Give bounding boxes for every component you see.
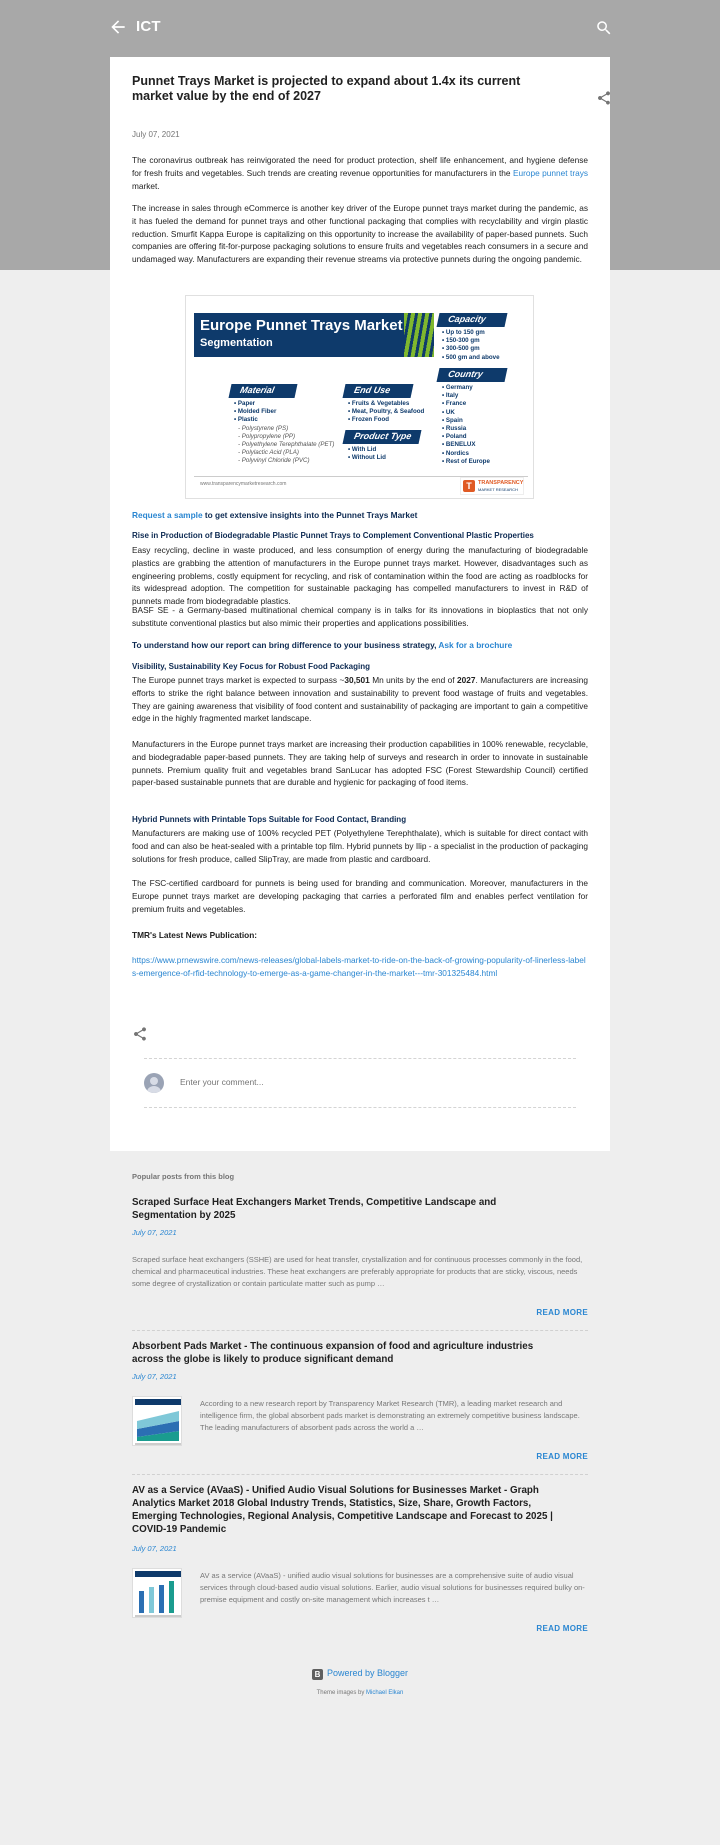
paragraph-intro-text: The coronavirus outbreak has reinvigorated the need for product protection, shelf life enhancement, and hygiene defense for fresh fruits and vegetables. Such trends are creating revenue opportunities for manufacturers in the bbox=[132, 155, 588, 178]
share-icon[interactable] bbox=[132, 1026, 148, 1042]
heading-biodegradable: Rise in Production of Biodegradable Plastic Punnet Trays to Complement Conventional Plastic Properties bbox=[132, 531, 534, 540]
end-use-item: • Meat, Poultry, & Seafood bbox=[348, 408, 425, 416]
brochure-line bbox=[132, 639, 588, 652]
snippet-text: AV as a service (AVaaS) - unified audio visual solutions for businesses are a comprehensive suite of audio visual services through cloud-based audio visual solutions. Earlier, audio visual solutions for businesses required bulky on-premise equipment and costly on-site management which increases t … bbox=[200, 1571, 585, 1604]
powered-by-blogger-link[interactable] bbox=[0, 1668, 720, 1680]
popular-post-snippet bbox=[132, 1254, 588, 1290]
product-type-item: • Without Lid bbox=[348, 454, 386, 462]
snippet-text: According to a new research report by Transparency Market Research (TMR), a leading market research and intelligence firm, the global absorbent pads market is demonstrating an extremely competitive business landscape. The leading manufacturers of absorbent pads across the world a … bbox=[200, 1399, 580, 1432]
tmr-logo-icon: T bbox=[463, 480, 475, 492]
end-use-item: • Fruits & Vegetables bbox=[348, 400, 410, 407]
country-item: • Poland bbox=[442, 433, 467, 441]
request-sample-link[interactable]: Request a sample bbox=[132, 510, 203, 520]
capacity-item: • 300-500 gm bbox=[442, 345, 480, 353]
country-item: • Germany bbox=[442, 384, 473, 391]
popular-post-date[interactable]: July 07, 2021 bbox=[132, 1544, 177, 1553]
paragraph-biodegradable: Easy recycling, decline in waste produced, and less consumption of energy during the manufacturing of biodegradable plastics are grabbing the attention of manufacturers in the Europe punnet trays market. However, disadvantages such as engineering problems, costly equipment for recycling, and risk of contamination within the food are acting as roadblocks for its widespread adoption. The competition for sustainable packaging has compelled manufacturers to invest in R&D of punnets made from biodegradable plastics. bbox=[132, 545, 588, 607]
material-subitem: - Polystyrene (PS) bbox=[238, 424, 289, 432]
product-type-list bbox=[348, 446, 386, 462]
back-arrow-icon[interactable] bbox=[108, 17, 128, 37]
tmr-logo-sub: MARKET RESEARCH bbox=[478, 487, 518, 492]
snippet-fade bbox=[528, 1422, 588, 1434]
end-use-item: • Frozen Food bbox=[348, 416, 390, 424]
end-use-heading: End Use bbox=[343, 384, 414, 398]
post-body bbox=[132, 74, 589, 978]
forecast-text-a: The Europe punnet trays market is expected to surpass ~ bbox=[132, 675, 345, 685]
theme-credit-text: Theme images by bbox=[316, 1690, 366, 1696]
europe-punnet-trays-link[interactable]: Europe punnet trays bbox=[512, 167, 588, 178]
comment-input[interactable] bbox=[180, 1077, 480, 1087]
product-type-item: • With Lid bbox=[348, 446, 377, 453]
end-use-list bbox=[348, 400, 424, 425]
heading-visibility: Visibility, Sustainability Key Focus for Robust Food Packaging bbox=[132, 662, 370, 671]
material-item: • Molded Fiber bbox=[234, 408, 277, 416]
capacity-item: • 150-300 gm bbox=[442, 337, 480, 345]
material-heading: Material bbox=[229, 384, 298, 398]
search-icon[interactable] bbox=[595, 19, 613, 37]
post-divider bbox=[132, 1330, 588, 1331]
material-list bbox=[234, 400, 334, 466]
snippet-text: Scraped surface heat exchangers (SSHE) are used for heat transfer, crystallization and for continuous processes commonly in the food, chemical and pharmaceutical industries. These heat exchangers are preferably appropriate for products that are sticky, viscous, needs some degree of crystallization or contain particulate matter such as pump … bbox=[132, 1255, 583, 1288]
post-date: July 07, 2021 bbox=[132, 130, 180, 139]
paragraph-ecommerce: The increase in sales through eCommerce is another key driver of the Europe punnet trays market during the pandemic, as it has fueled the demand for punnet trays and other functional packaging that complies with recyclability and virgin plastic reduction. Smurfit Kappa Europe is capitalizing on this opportunity to increase the availability of paper-based punnets. Such companies are offering fit-for-purpose packaging solutions to ensure fruits and vegetables reach consumers in a secure and undamaged way. Manufacturers are expanding their revenue streams via protective punnets during the ongoing pandemic. bbox=[132, 203, 588, 265]
ask-brochure-link[interactable]: Ask for a brochure bbox=[438, 640, 513, 650]
capacity-list bbox=[442, 329, 500, 362]
paragraph-intro-tail: market. bbox=[132, 180, 160, 191]
popular-post-date[interactable]: July 07, 2021 bbox=[132, 1228, 177, 1237]
popular-post-date[interactable]: July 07, 2021 bbox=[132, 1372, 177, 1381]
tmr-logo bbox=[460, 477, 524, 495]
material-subitem: - Polyethylene Terephthalate (PET) bbox=[238, 441, 335, 449]
capacity-heading: Capacity bbox=[437, 313, 508, 327]
forecast-text-e: . Manufacturers are increasing efforts to strike the right balance between innovation and sustainability to prevent food wastage of fruits and vegetables. They are gaining awareness that visibility of food content and sustainability of packaging are important to gain a competitive edge in the highly fragmented market landscape. bbox=[132, 675, 589, 724]
paragraph-fsc: The FSC-certified cardboard for punnets is being used for branding and communication. Moreover, manufacturers in the Europe punnet trays market are developing packaging that carries a perforated film and enables perfect ventilation for premium fruits and vegetables. bbox=[132, 878, 588, 914]
avatar bbox=[144, 1073, 164, 1093]
popular-post-snippet bbox=[200, 1570, 588, 1606]
footer bbox=[0, 1668, 720, 1696]
read-more-link[interactable]: READ MORE bbox=[536, 1624, 588, 1633]
forecast-units: 30,501 bbox=[344, 675, 370, 685]
paragraph-intro bbox=[132, 154, 588, 192]
post-thumbnail[interactable] bbox=[132, 1568, 182, 1618]
country-item: • BENELUX bbox=[442, 441, 476, 449]
tmr-logo-text: TRANSPARENCY bbox=[478, 480, 524, 486]
post-divider bbox=[132, 1474, 588, 1475]
brochure-text: To understand how our report can bring difference to your business strategy, bbox=[132, 640, 439, 650]
bar-chart-thumbnail-icon bbox=[133, 1569, 182, 1618]
snippet-fade bbox=[528, 1278, 588, 1290]
news-link-wrap bbox=[132, 954, 588, 980]
heading-hybrid: Hybrid Punnets with Printable Tops Suitable for Food Contact, Branding bbox=[132, 815, 407, 824]
country-item: • Rest of Europe bbox=[442, 457, 490, 465]
country-item: • UK bbox=[442, 408, 455, 416]
read-more-link[interactable]: READ MORE bbox=[536, 1308, 588, 1317]
post-title: Punnet Trays Market is projected to expand about 1.4x its current market value by the end of 2027 bbox=[132, 74, 521, 103]
news-label: TMR's Latest News Publication: bbox=[132, 930, 258, 940]
paragraph-hybrid: Manufacturers are making use of 100% recycled PET (Polyethylene Terephthalate), which is suitable for direct contact with food and can also be heat-sealed with a printable top film. Hybrid punnets by Ilip - a specialist in the production of packaging solutions for fresh produce, called SlipTray, are made from plastic and cardboard. bbox=[132, 828, 588, 864]
infographic-banner bbox=[194, 313, 434, 357]
segmentation-infographic bbox=[185, 295, 534, 499]
post-thumbnail[interactable] bbox=[132, 1396, 182, 1446]
popular-posts-label: Popular posts from this blog bbox=[132, 1172, 235, 1181]
infographic-subtitle: Segmentation bbox=[200, 337, 273, 349]
popular-post-title[interactable]: AV as a Service (AVaaS) - Unified Audio Visual Solutions for Businesses Market - Graph Analytics Market 2018 Global Industry Trends, Statistics, Size, Share, Growth Factors, Emerging Technologies, Regional Analysis, Competitive Landscape and Forecast to 2025 | COVID-19 Pandemic bbox=[132, 1485, 553, 1535]
product-type-heading: Product Type bbox=[343, 430, 422, 444]
request-sample-line bbox=[132, 509, 588, 522]
popular-post-snippet bbox=[200, 1398, 588, 1434]
infographic-url: www.transparencymarketresearch.com bbox=[200, 481, 287, 487]
forecast-year: 2027 bbox=[457, 675, 476, 685]
site-title[interactable]: ICT bbox=[136, 18, 161, 35]
powered-by-text: Powered by Blogger bbox=[326, 1668, 409, 1678]
snippet-fade bbox=[528, 1594, 588, 1606]
infographic-title: Europe Punnet Trays Market bbox=[200, 317, 403, 334]
forecast-text-c: Mn units by the end of bbox=[369, 675, 458, 685]
theme-credit bbox=[0, 1690, 720, 1696]
paragraph-market-forecast bbox=[132, 674, 588, 725]
country-item: • France bbox=[442, 400, 467, 408]
country-item: • Russia bbox=[442, 425, 467, 433]
popular-post-title[interactable]: Absorbent Pads Market - The continuous expansion of food and agriculture industries across the globe is likely to produce significant demand bbox=[132, 1341, 534, 1365]
request-sample-tail: to get extensive insights into the Punnet Trays Market bbox=[202, 510, 418, 520]
comment-box bbox=[144, 1058, 576, 1108]
material-subitem: - Polylactic Acid (PLA) bbox=[238, 449, 299, 457]
infographic-stripes bbox=[404, 313, 434, 357]
country-heading: Country bbox=[437, 368, 508, 382]
capacity-item: • 500 gm and above bbox=[442, 353, 500, 361]
blogger-icon: B bbox=[312, 1669, 323, 1680]
country-item: • Nordics bbox=[442, 449, 469, 457]
paragraph-basf: BASF SE - a Germany-based multinational chemical company is in talks for its innovations in bioplastics that not only substitute conventional plastics but also mimic their properties and applications possibilities. bbox=[132, 605, 588, 628]
country-item: • Spain bbox=[442, 416, 463, 424]
chart-thumbnail-icon bbox=[133, 1397, 182, 1446]
material-subitem: - Polyvinyl Chloride (PVC) bbox=[238, 457, 310, 465]
capacity-item: • Up to 150 gm bbox=[442, 329, 485, 336]
popular-posts bbox=[132, 1172, 588, 1633]
share-icon[interactable] bbox=[596, 90, 612, 106]
news-link[interactable]: https://www.prnewswire.com/news-releases/global-labels-market-to-ride-on-the-back-of-growing-popularity-of-linerless-labels-emergence-of-rfid-technology-to-emerge-as-a-game-changer-in-the-market---tmr-301325484.html bbox=[132, 955, 586, 978]
country-list bbox=[442, 384, 490, 466]
country-item: • Italy bbox=[442, 392, 459, 400]
material-subitem: - Polypropylene (PP) bbox=[238, 432, 296, 440]
material-item: • Paper bbox=[234, 400, 256, 407]
popular-post-title[interactable]: Scraped Surface Heat Exchangers Market Trends, Competitive Landscape and Segmentation by 2025 bbox=[132, 1197, 497, 1221]
read-more-link[interactable]: READ MORE bbox=[536, 1452, 588, 1461]
material-item: • Plastic bbox=[234, 416, 258, 424]
post-card bbox=[110, 57, 610, 1151]
theme-author-link[interactable]: Michael Elkan bbox=[366, 1690, 404, 1696]
paragraph-paper-punnets: Manufacturers in the Europe punnet trays market are increasing their production capabilities in 100% renewable, recyclable, and biodegradable paper-based punnets. They are taking help of surveys and research in order to innovate in sustainable punnets. Premium quality fruit and vegetables brand SanLucar has adopted FSC (Forest Stewardship Council) certified paper-based sustainable punnets that are durable and hygienic for packaging of food items. bbox=[132, 739, 588, 788]
app-bar bbox=[0, 0, 720, 54]
